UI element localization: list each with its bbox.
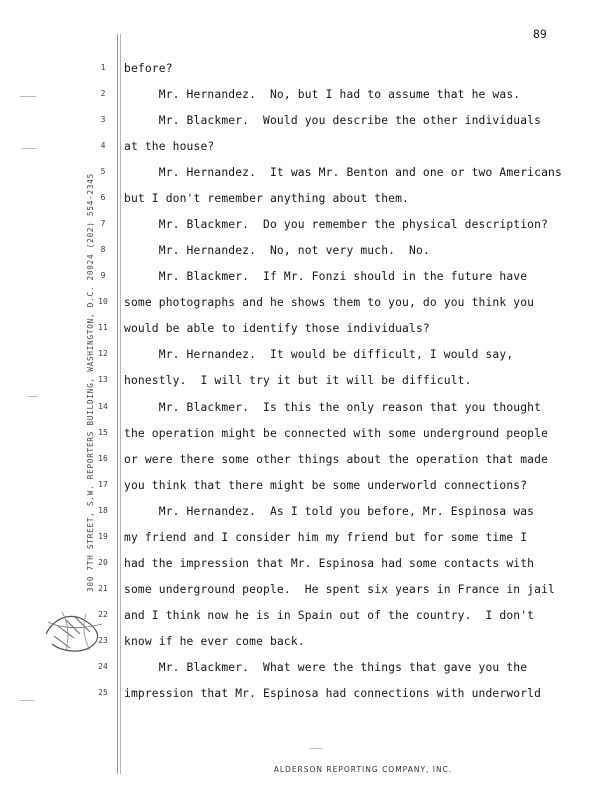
scan-speck <box>20 96 36 97</box>
line-number: 5 <box>100 167 106 177</box>
transcript-line: honestly. I will try it but it will be difficult. <box>124 374 472 388</box>
margin-rule-inner <box>120 34 121 774</box>
transcript-line: Mr. Blackmer. Would you describe the other individuals <box>124 114 542 128</box>
line-number: 23 <box>98 635 108 645</box>
transcript-line: Mr. Blackmer. Is this the only reason that you thought <box>124 400 542 414</box>
transcript-line: Mr. Hernandez. It would be difficult, I would say, <box>124 348 514 362</box>
line-number: 19 <box>98 531 108 541</box>
scan-speck <box>20 700 34 701</box>
transcript-line: Mr. Blackmer. If Mr. Fonzi should in the future have <box>124 270 528 284</box>
line-number: 6 <box>100 193 106 203</box>
line-number: 16 <box>98 453 108 463</box>
line-number: 21 <box>98 583 108 593</box>
line-number: 12 <box>98 349 108 359</box>
reporter-address: 300 7TH STREET, S.W. REPORTERS BUILDING, WASHINGTON, D.C. 20024 (202) 554-2345 <box>86 172 95 592</box>
transcript-line: Mr. Hernandez. As I told you before, Mr. Espinosa was <box>124 504 535 518</box>
transcript-line: at the house? <box>124 140 215 154</box>
line-number: 20 <box>98 557 108 567</box>
transcript-line: Mr. Hernandez. No, not very much. No. <box>124 244 430 258</box>
reviewer-stamp-mark <box>40 604 112 656</box>
transcript-line: had the impression that Mr. Espinosa had some contacts with <box>124 556 535 570</box>
scan-speck <box>22 148 36 149</box>
line-number: 14 <box>98 401 108 411</box>
line-number: 4 <box>100 141 106 151</box>
scan-speck <box>28 396 38 397</box>
transcript-line: but I don't remember anything about them. <box>124 192 410 206</box>
transcript-line: the operation might be connected with some underground people <box>124 426 549 440</box>
transcript-line: or were there some other things about the operation that made <box>124 452 549 466</box>
transcript-line: know if he ever come back. <box>124 634 305 648</box>
line-number: 15 <box>98 427 108 437</box>
line-number: 2 <box>100 89 106 99</box>
transcript-line: you think that there might be some underworld connections? <box>124 478 528 492</box>
transcript-line: would be able to identify those individuals? <box>124 322 430 336</box>
line-number: 18 <box>98 505 108 515</box>
transcript-line: some photographs and he shows them to you, do you think you <box>124 296 535 310</box>
line-number: 17 <box>98 479 108 489</box>
transcript-line: before? <box>124 62 173 75</box>
scan-speck <box>310 748 322 749</box>
page-number: 89 <box>533 27 547 41</box>
line-number: 24 <box>98 661 108 671</box>
line-number: 8 <box>100 245 106 255</box>
transcript-line: Mr. Blackmer. What were the things that gave you the <box>124 660 528 674</box>
line-number: 7 <box>100 219 106 229</box>
line-number: 13 <box>98 375 108 385</box>
transcript-line: Mr. Hernandez. No, but I had to assume that he was. <box>124 88 521 102</box>
line-number: 1 <box>100 63 106 72</box>
transcript-line: Mr. Blackmer. Do you remember the physical description? <box>124 218 549 232</box>
line-number: 10 <box>98 297 108 307</box>
transcript-line: impression that Mr. Espinosa had connections with underworld <box>124 686 542 700</box>
line-number: 25 <box>98 687 108 697</box>
line-number: 22 <box>98 609 108 619</box>
line-number: 3 <box>100 115 106 125</box>
margin-rule <box>117 34 118 774</box>
transcript-line: my friend and I consider him my friend but for some time I <box>124 530 528 544</box>
line-number: 11 <box>98 323 108 333</box>
reporter-footer: ALDERSON REPORTING COMPANY, INC. <box>273 765 453 774</box>
transcript-line: and I think now he is in Spain out of the country. I don't <box>124 608 535 622</box>
transcript-line: some underground people. He spent six years in France in jail <box>124 582 555 596</box>
line-number: 9 <box>100 271 106 281</box>
transcript-line: Mr. Hernandez. It was Mr. Benton and one or two Americans <box>124 166 562 180</box>
